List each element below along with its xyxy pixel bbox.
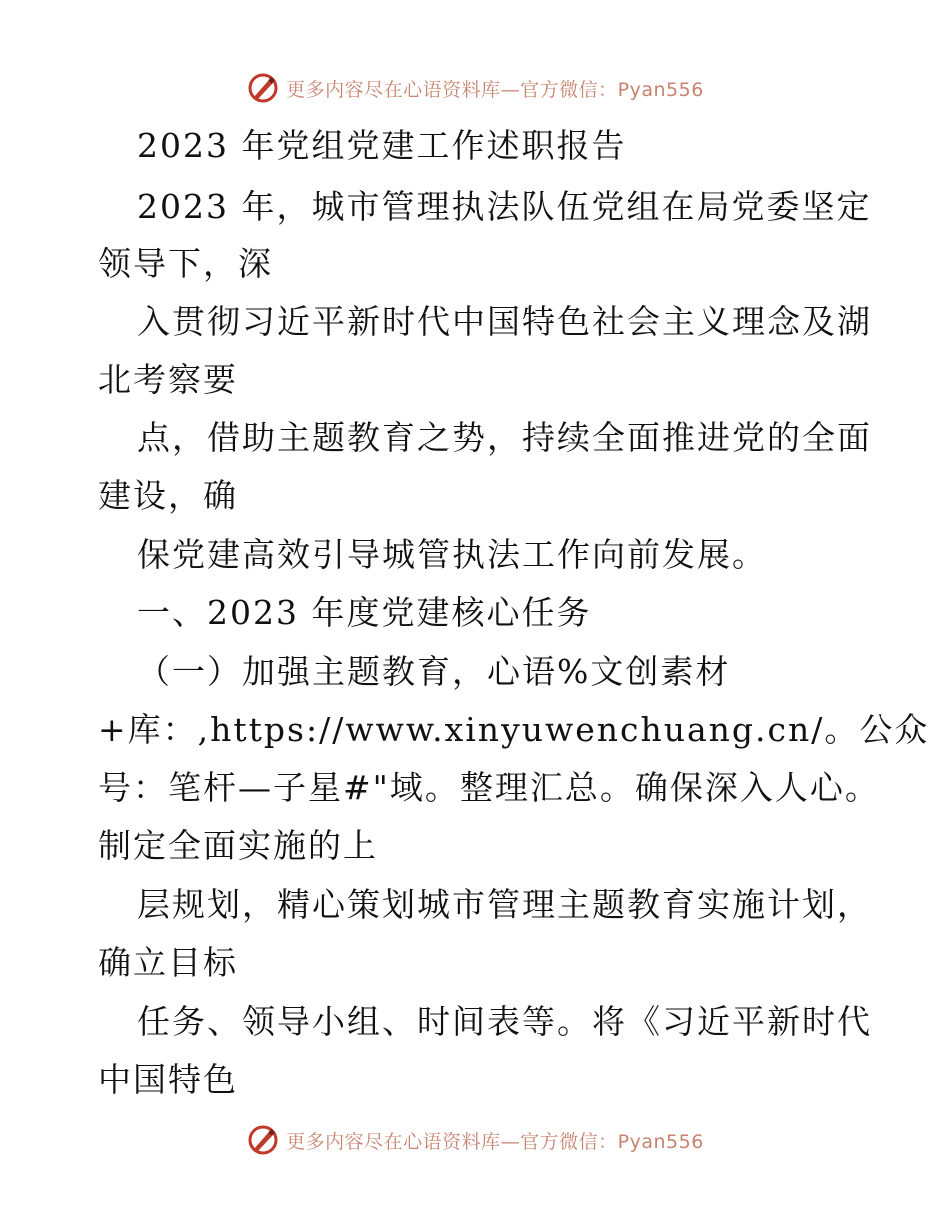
- paragraph-line: 领导下，深: [98, 244, 273, 283]
- paragraph-line: +库：,https://www.xinyuwenchuang.cn/。公众: [98, 710, 930, 749]
- watermark-text: 更多内容尽在心语资料库—官方微信：Pyan556: [286, 1130, 704, 1153]
- document-title: 2023 年党组党建工作述职报告: [137, 126, 627, 165]
- paragraph-line: 确立目标: [98, 943, 238, 982]
- paragraph-line: 入贯彻习近平新时代中国特色社会主义理念及湖: [137, 302, 872, 341]
- watermark-wechat-id: Pyan556: [617, 1130, 704, 1153]
- paragraph-line: 北考察要: [98, 360, 238, 399]
- paragraph-line: 2023 年，城市管理执法队伍党组在局党委坚定: [137, 187, 872, 226]
- paragraph-line: 任务、领导小组、时间表等。将《习近平新时代: [137, 1002, 872, 1041]
- paragraph-line: 制定全面实施的上: [98, 826, 378, 865]
- footer-watermark: [0, 1120, 950, 1160]
- pen-logo-icon: [246, 71, 280, 105]
- paragraph-line: 保党建高效引导城管执法工作向前发展。: [137, 535, 767, 574]
- section-heading: 一、2023 年度党建核心任务: [137, 593, 592, 632]
- paragraph-line: 中国特色: [98, 1060, 238, 1099]
- watermark-text: 更多内容尽在心语资料库—官方微信：Pyan556: [286, 78, 704, 101]
- subsection-heading: （一）加强主题教育，心语%文创素材: [137, 652, 731, 691]
- paragraph-line: 号：笔杆—子星#"域。整理汇总。确保深入人心。: [98, 768, 880, 807]
- pen-logo-icon: [246, 1123, 280, 1157]
- watermark-wechat-id: Pyan556: [617, 78, 704, 101]
- paragraph-line: 建设，确: [98, 476, 238, 515]
- header-watermark: [0, 68, 950, 108]
- paragraph-line: 层规划，精心策划城市管理主题教育实施计划，: [137, 885, 872, 924]
- paragraph-line: 点，借助主题教育之势，持续全面推进党的全面: [137, 418, 872, 457]
